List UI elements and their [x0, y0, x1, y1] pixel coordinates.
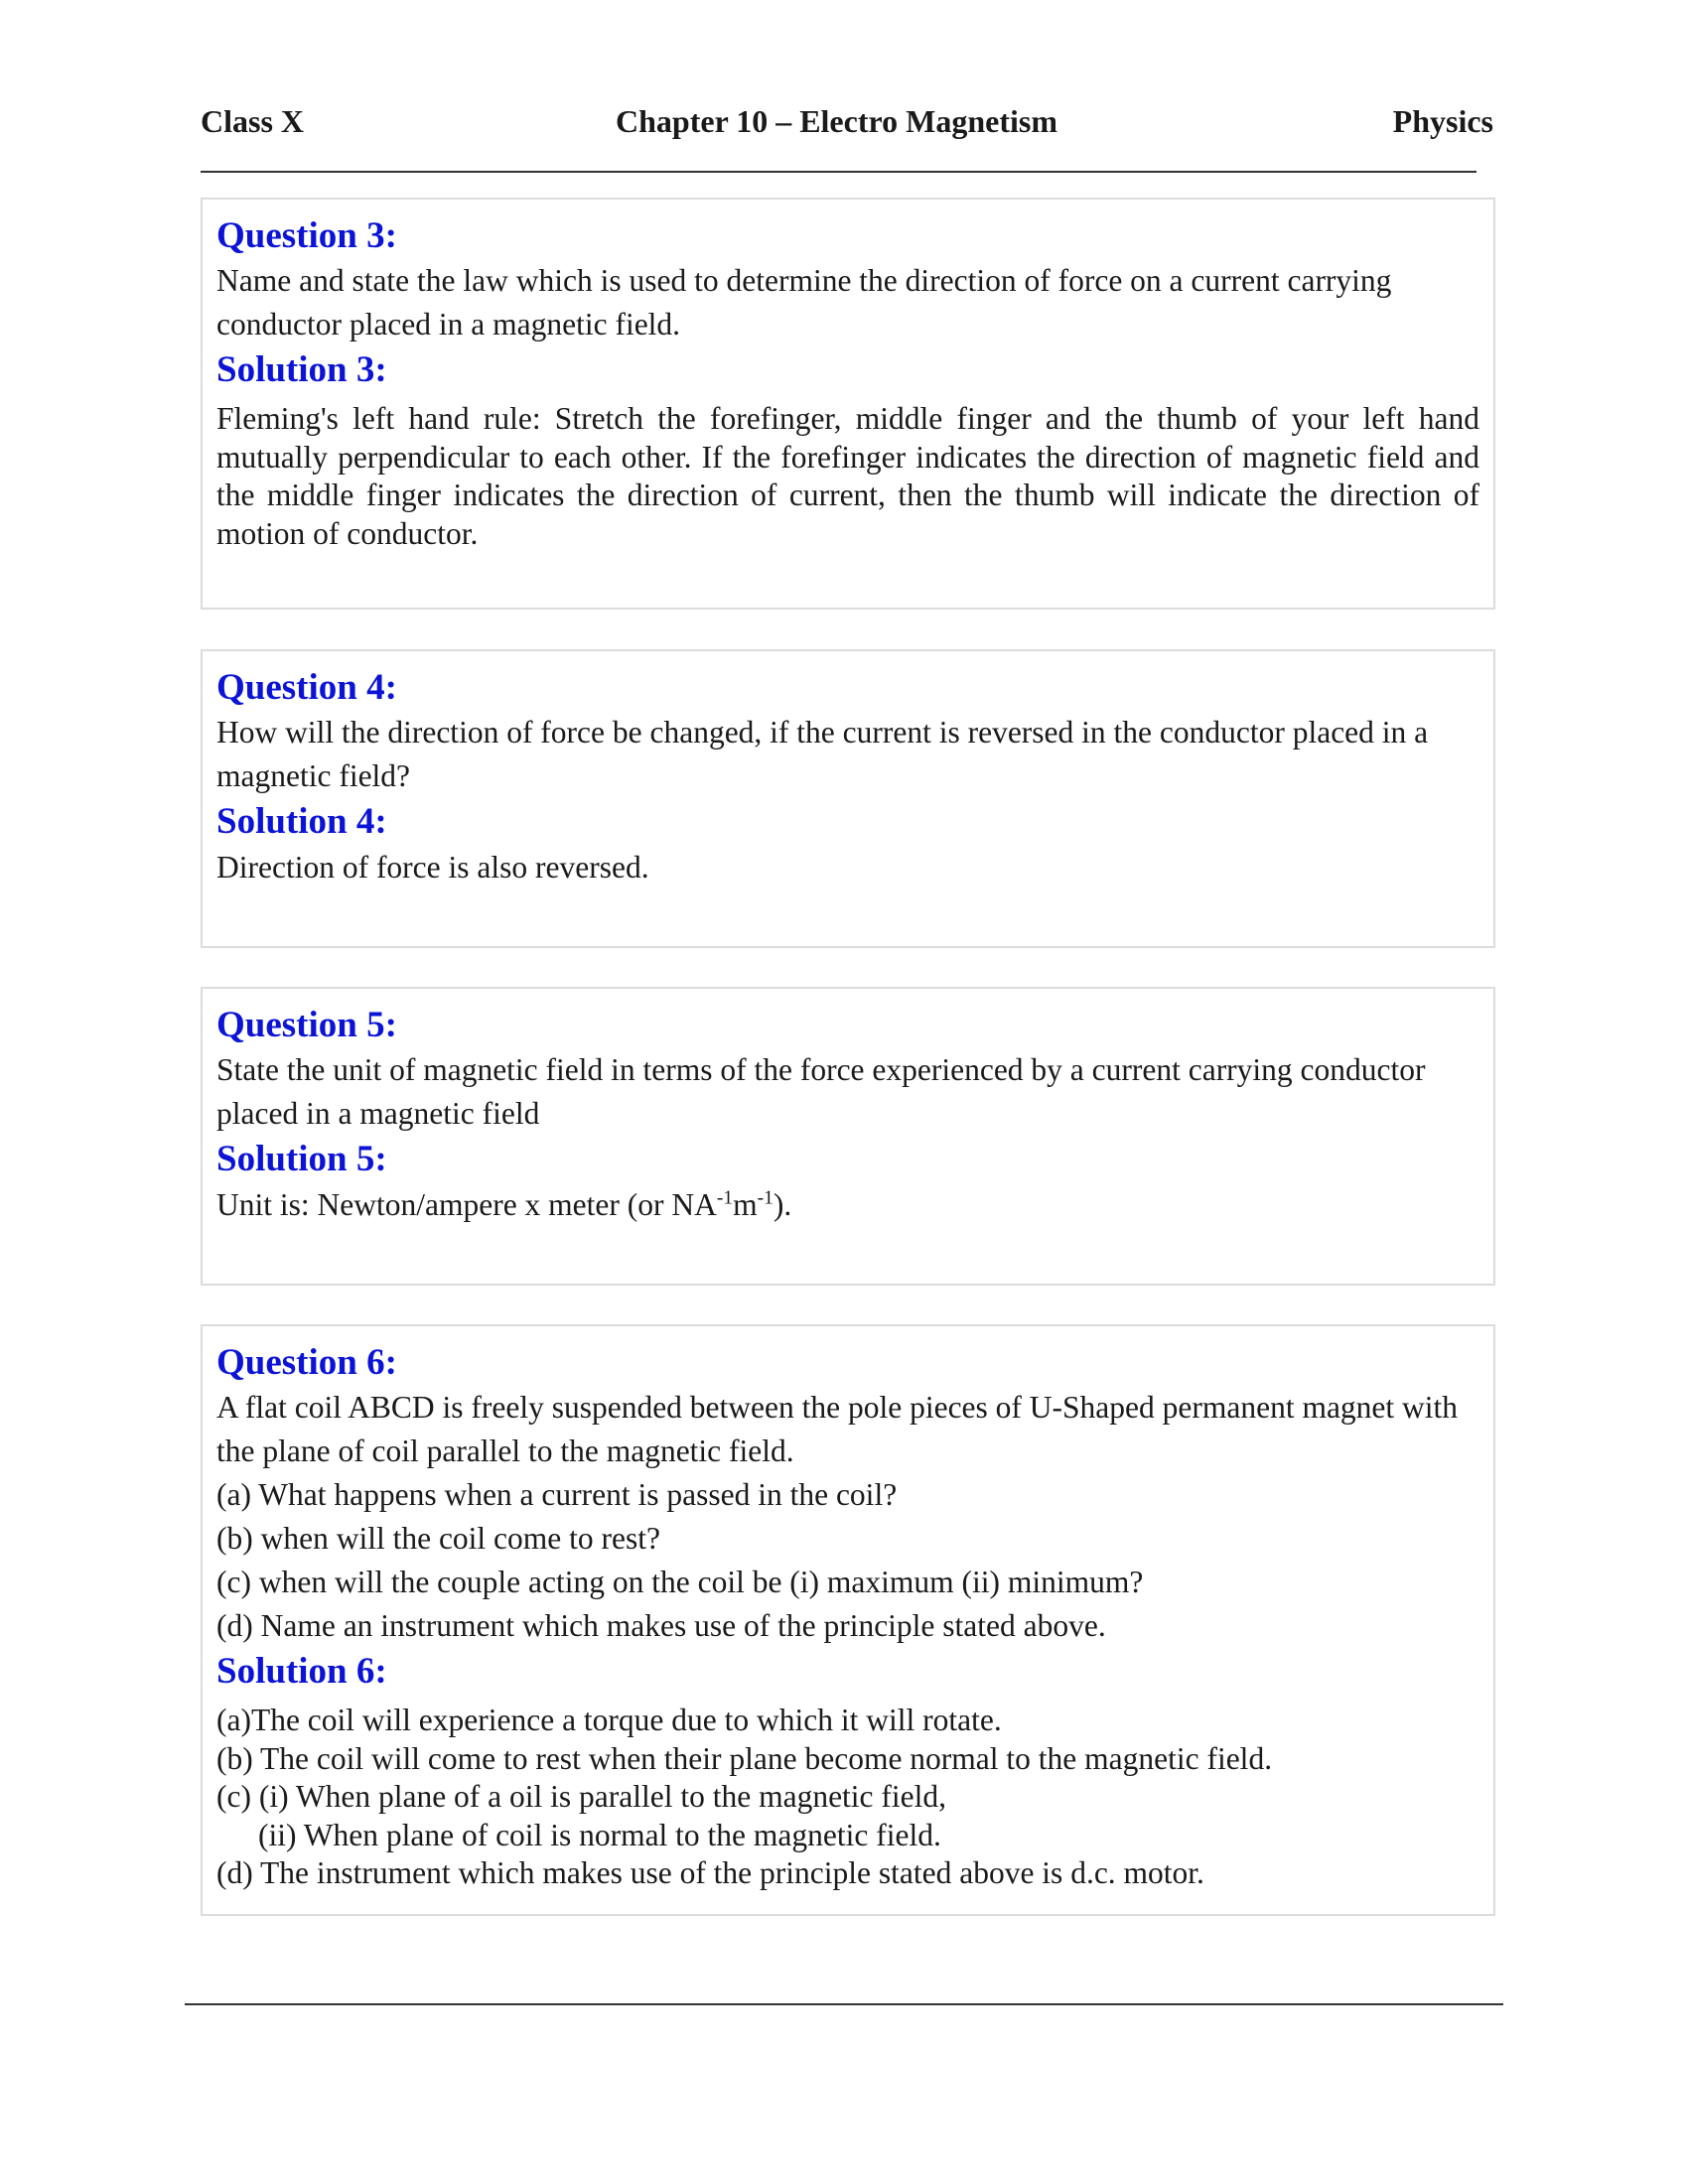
- qa-box-4: [201, 649, 1495, 948]
- solution-text-suffix: ).: [773, 1187, 792, 1222]
- solution-line: (c) (i) When plane of a oil is parallel to the magnetic field,: [216, 1779, 947, 1814]
- footer-divider: [185, 2003, 1503, 2005]
- question-item: (a) What happens when a current is passed in the coil?: [216, 1477, 898, 1512]
- superscript-exponent: -1: [757, 1187, 774, 1209]
- question-item: (d) Name an instrument which makes use of the principle stated above.: [216, 1608, 1106, 1643]
- solution-list: [216, 1702, 1479, 1893]
- solution-heading: Solution 5:: [216, 1139, 387, 1179]
- solution-heading: Solution 4:: [216, 801, 387, 842]
- question-heading: Question 3:: [216, 215, 397, 256]
- question-item: (b) when will the coil come to rest?: [216, 1521, 660, 1556]
- page-header: [201, 99, 1493, 143]
- solution-text-unit: m: [733, 1187, 758, 1222]
- header-subject: Physics: [1392, 103, 1493, 139]
- superscript-exponent: -1: [716, 1187, 734, 1209]
- solution-line: (ii) When plane of coil is normal to the magnetic field.: [258, 1817, 941, 1852]
- solution-heading: Solution 3:: [216, 349, 387, 390]
- solution-text: Fleming's left hand rule: Stretch the forefinger, middle finger and the thumb of your left hand mutually perpendicular to each other. If the forefinger indicates the direction of magnetic field and the middle finger indicates the direction of current, then the thumb will indicate the direction of motion of conductor.: [216, 401, 1479, 551]
- solution-line: (b) The coil will come to rest when their plane become normal to the magnetic field.: [216, 1740, 1273, 1776]
- header-divider: [201, 171, 1477, 173]
- solution-heading: Solution 6:: [216, 1651, 387, 1692]
- question-heading: Question 6:: [216, 1342, 397, 1383]
- question-text: A flat coil ABCD is freely suspended between the pole pieces of U-Shaped permanent magnet with the plane of coil parallel to the magnetic field.: [216, 1390, 1459, 1468]
- solution-line: (d) The instrument which makes use of the principle stated above is d.c. motor.: [216, 1855, 1204, 1890]
- question-text: Name and state the law which is used to determine the direction of force on a current carrying conductor placed in a magnetic field.: [216, 263, 1392, 341]
- solution-text: [216, 1183, 1479, 1227]
- solution-text-prefix: Unit is: Newton/ampere x meter (or NA: [216, 1187, 717, 1222]
- qa-box-6: [201, 1324, 1495, 1916]
- qa-box-5: [201, 987, 1495, 1286]
- question-heading: Question 4:: [216, 667, 397, 708]
- solution-line: (a)The coil will experience a torque due to which it will rotate.: [216, 1703, 1002, 1737]
- solution-text: Direction of force is also reversed.: [216, 850, 649, 885]
- header-class: Class X: [201, 103, 305, 139]
- question-item: (c) when will the couple acting on the coil be (i) maximum (ii) minimum?: [216, 1565, 1144, 1599]
- question-heading: Question 5:: [216, 1005, 397, 1045]
- question-text: State the unit of magnetic field in terms of the force experienced by a current carrying conductor placed in a magnetic field: [216, 1052, 1426, 1131]
- qa-box-3: [201, 198, 1495, 610]
- question-text: How will the direction of force be changed, if the current is reversed in the conductor placed in a magnetic field?: [216, 715, 1429, 793]
- header-chapter-title: Chapter 10 – Electro Magnetism: [616, 103, 1057, 139]
